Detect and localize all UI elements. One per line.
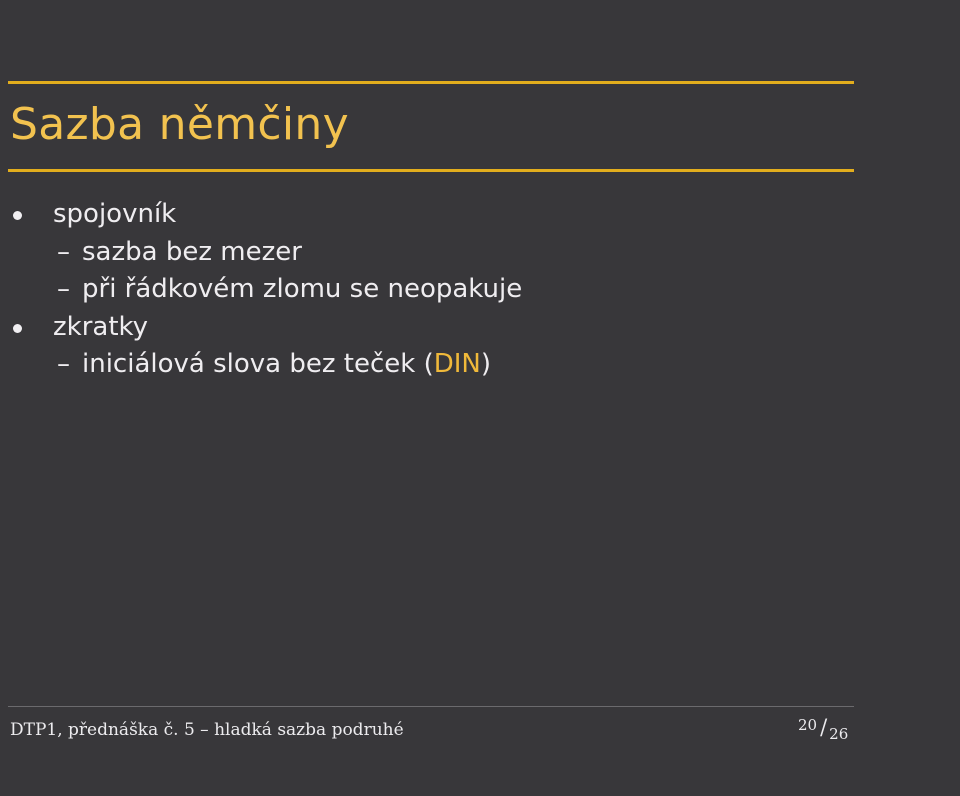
sub-list-item-label: sazba bez mezer xyxy=(82,236,302,267)
sub-list-item xyxy=(0,271,900,309)
sub-list-item-label: při řádkovém zlomu se neopakuje xyxy=(82,274,523,304)
slide-title: Sazba němčiny xyxy=(10,99,349,150)
sub-item-suffix: ) xyxy=(480,349,492,379)
page-total: 26 xyxy=(829,725,849,743)
page-counter xyxy=(798,715,849,743)
dash-icon: – xyxy=(57,236,70,267)
sub-list-item xyxy=(0,346,900,384)
list-item-label: spojovník xyxy=(53,199,177,229)
sub-item-prefix: iniciálová slova bez teček ( xyxy=(82,349,434,379)
footer-course: DTP1, přednáška č. 5 – hladká sazba podruhé xyxy=(10,720,404,740)
dash-icon: – xyxy=(57,274,70,304)
title-top-rule xyxy=(8,81,854,84)
bullet-icon xyxy=(13,211,22,220)
sub-list-item xyxy=(0,234,900,272)
dash-icon: – xyxy=(57,349,70,379)
sub-list-item-label xyxy=(82,346,491,384)
title-bottom-rule xyxy=(8,169,854,172)
highlighted-term: DIN xyxy=(433,349,481,379)
slide-content xyxy=(0,196,900,384)
footer-rule xyxy=(8,706,854,707)
list-item xyxy=(0,309,900,347)
bullet-icon xyxy=(13,324,22,333)
page-current: 20 xyxy=(798,716,818,734)
list-item-label: zkratky xyxy=(53,311,149,342)
list-item xyxy=(0,196,900,234)
page-separator: / xyxy=(820,715,828,739)
